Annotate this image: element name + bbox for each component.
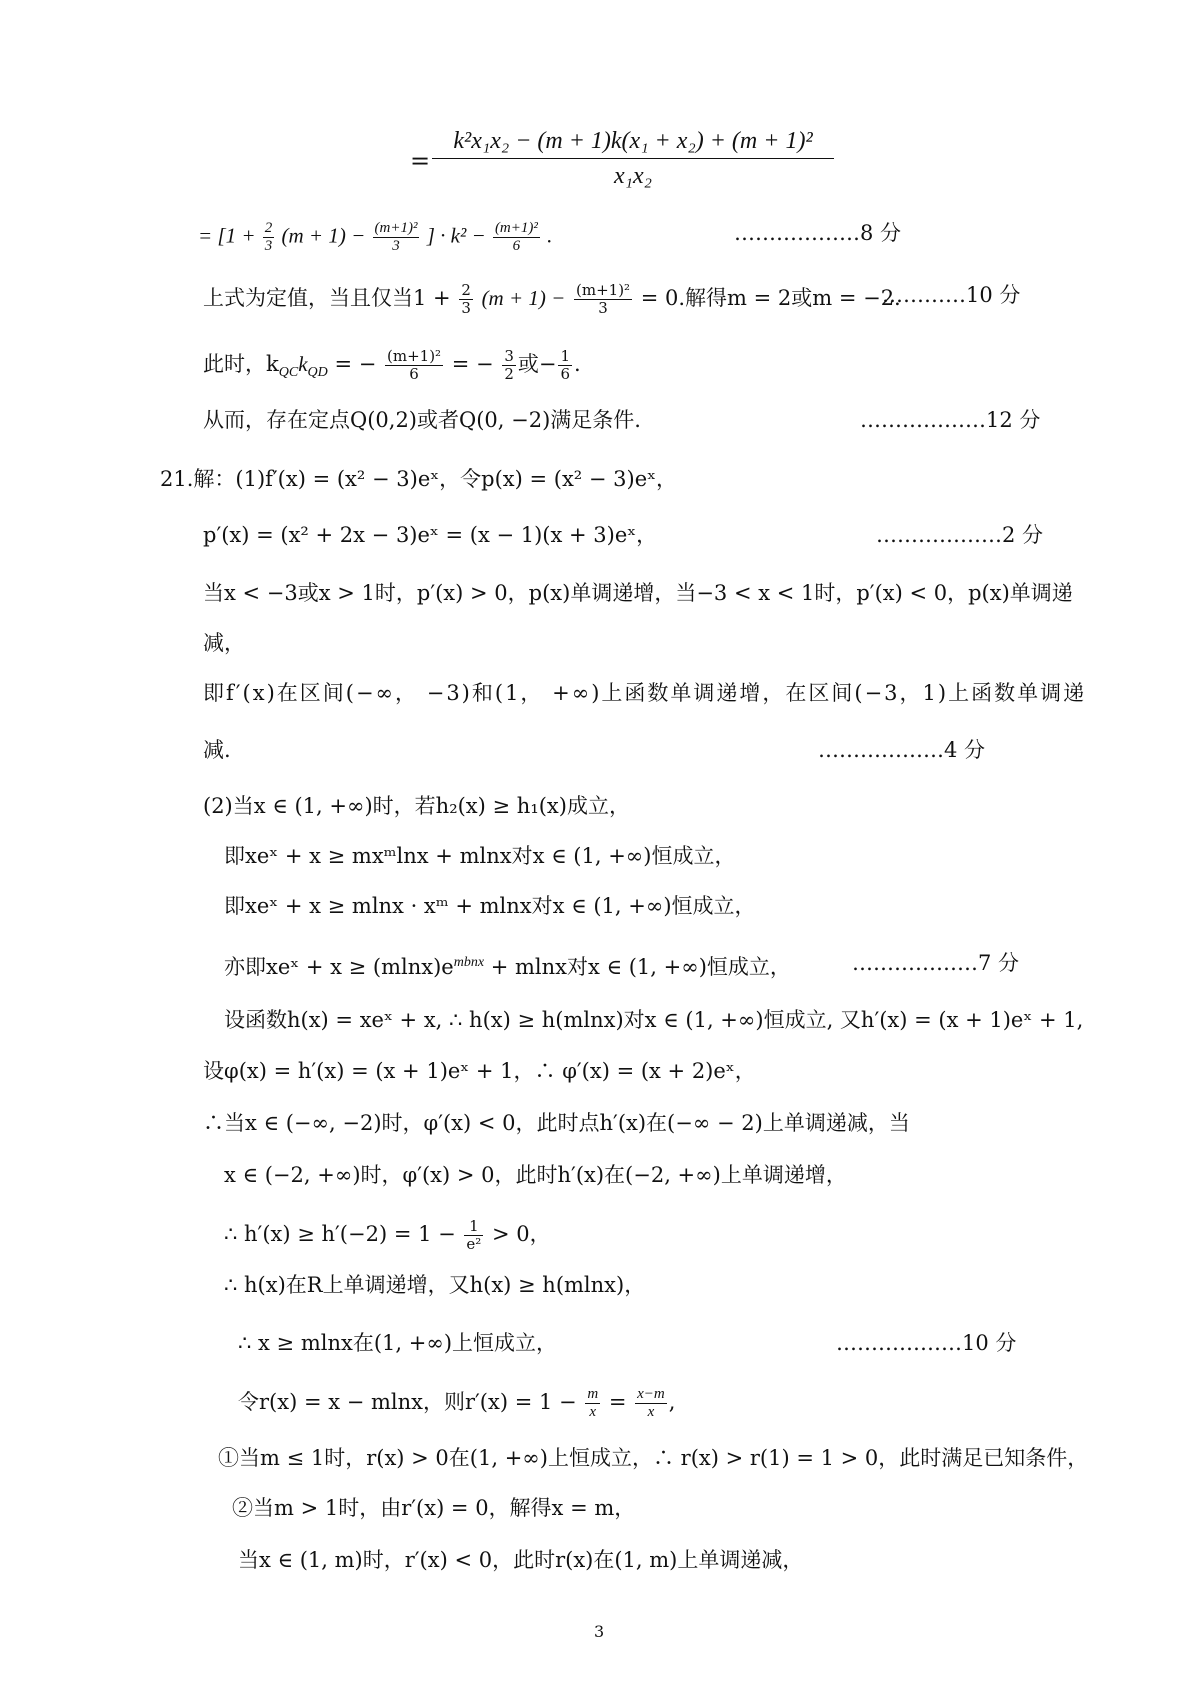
denominator: 3 <box>264 238 273 254</box>
big-fraction-denominator: x₁x₂ <box>432 158 834 193</box>
numerator: m <box>587 1386 599 1402</box>
score-7: ………………7 分 <box>852 951 1020 975</box>
score-10a: …………10 分 <box>882 283 1021 307</box>
denominator: x <box>585 1403 600 1421</box>
denominator: 6 <box>560 365 571 383</box>
denominator: 3 <box>574 299 632 317</box>
numerator: 1 <box>469 1217 479 1235</box>
numerator: x−m <box>637 1386 665 1402</box>
denominator: 6 <box>493 237 540 255</box>
line-24: ①当m ≤ 1时，r(x) > 0在(1, +∞)上恒成立，∴ r(x) > r(1) = 1 > 0，此时满足已知条件， <box>218 1446 1089 1470</box>
numerator: (m+1)² <box>576 281 631 299</box>
line-18: ∴当x ∈ (−∞, −2)时，φ′(x) < 0，此时点h′(x)在(−∞ − 2)上单调递减，当 <box>203 1111 910 1135</box>
fraction <box>373 220 420 255</box>
text: . <box>547 223 553 248</box>
denominator: 6 <box>385 365 443 383</box>
denominator: e² <box>466 1235 482 1253</box>
text: = − <box>334 352 377 376</box>
line-13: 即xeˣ + x ≥ mxᵐlnx + mlnx对x ∈ (1, +∞)恒成立， <box>224 844 736 868</box>
superscript: mbnx <box>453 955 485 970</box>
text: ∴ h′(x) ≥ h′(−2) = 1 − <box>224 1222 456 1246</box>
text: k <box>298 352 308 376</box>
text: (m + 1) − <box>481 286 566 310</box>
line-20 <box>224 1218 551 1253</box>
numerator: (m+1)² <box>387 347 442 365</box>
fraction <box>574 282 632 317</box>
text: . <box>574 352 581 376</box>
page-number: 3 <box>594 1622 605 1641</box>
text: 亦即xeˣ + x ≥ (mlnx)e <box>224 955 454 979</box>
line-10: 即f′(x)在区间(−∞， −3)和(1， +∞)上函数单调递增，在区间(−3，1)上函数单调递 <box>203 681 1087 705</box>
big-fraction <box>432 124 834 193</box>
numerator: 1 <box>560 347 571 365</box>
numerator: 2 <box>461 281 471 299</box>
denominator: 3 <box>373 237 420 255</box>
fraction <box>459 282 473 317</box>
numerator: (m+1)² <box>494 220 538 236</box>
numerator: 2 <box>264 220 273 236</box>
line-4 <box>203 348 581 386</box>
fraction <box>635 1386 667 1421</box>
text: 令r(x) = x − mlnx，则r′(x) = 1 − <box>238 1390 577 1414</box>
fraction <box>558 348 572 383</box>
line-15 <box>224 950 791 980</box>
denominator: 2 <box>504 365 514 383</box>
fraction <box>263 220 275 255</box>
line-19: x ∈ (−2, +∞)时，φ′(x) > 0，此时h′(x)在(−2, +∞)上单调递增， <box>224 1163 847 1187</box>
fraction <box>464 1218 483 1253</box>
fraction <box>585 1386 600 1421</box>
text: ] · k² − <box>426 223 486 248</box>
eq-sign: = <box>410 147 431 175</box>
line-6: 21.解：(1)f′(x) = (x² − 3)eˣ，令p(x) = (x² − 3)eˣ， <box>160 467 678 491</box>
text: 上式为定值，当且仅当1 + <box>203 286 451 310</box>
line-21: ∴ h(x)在R上单调递增，又h(x) ≥ h(mlnx)， <box>224 1273 646 1297</box>
line-2 <box>198 220 552 255</box>
line-8: 当x < −3或x > 1时，p′(x) > 0，p(x)单调递增，当−3 < x < 1时，p′(x) < 0，p(x)单调递 <box>203 581 1073 605</box>
big-fraction-numerator: k²x₁x₂ − (m + 1)k(x₁ + x₂) + (m + 1)² <box>453 128 813 154</box>
fraction <box>493 220 540 255</box>
numerator: (m+1)² <box>374 220 418 236</box>
text: 此时，k <box>203 352 279 376</box>
score-10b: ………………10 分 <box>836 1331 1017 1355</box>
score-12: ………………12 分 <box>860 408 1041 432</box>
line-3 <box>203 282 915 317</box>
line-12: (2)当x ∈ (1, +∞)时，若h₂(x) ≥ h₁(x)成立， <box>203 794 630 818</box>
line-22: ∴ x ≥ mlnx在(1, +∞)上恒成立， <box>238 1331 558 1355</box>
numerator: 3 <box>504 347 514 365</box>
line-9: 减， <box>203 631 245 655</box>
subscript: QD <box>307 365 328 381</box>
text: = 0.解得m = 2或m = −2． <box>640 286 916 310</box>
subscript: QC <box>278 365 299 381</box>
fraction <box>385 348 443 383</box>
denominator: x <box>635 1403 667 1421</box>
fraction <box>502 348 516 383</box>
text: + mlnx对x ∈ (1, +∞)恒成立， <box>484 955 791 979</box>
score-2: ………………2 分 <box>876 523 1044 547</box>
line-16: 设函数h(x) = xeˣ + x, ∴ h(x) ≥ h(mlnx)对x ∈ (1, +∞)恒成立, 又h′(x) = (x + 1)eˣ + 1, <box>224 1008 1084 1032</box>
line-14: 即xeˣ + x ≥ mlnx · xᵐ + mlnx对x ∈ (1, +∞)恒成立， <box>224 894 756 918</box>
text: 或− <box>517 352 557 376</box>
line-23 <box>238 1386 675 1421</box>
text: (m + 1) − <box>281 223 366 248</box>
denominator: 3 <box>461 299 471 317</box>
line-5: 从而，存在定点Q(0,2)或者Q(0, −2)满足条件. <box>203 408 641 432</box>
line-7: p′(x) = (x² + 2x − 3)eˣ = (x − 1)(x + 3)eˣ， <box>203 523 658 547</box>
text: , <box>668 1390 676 1414</box>
score-4: ………………4 分 <box>818 738 986 762</box>
text: > 0， <box>491 1222 551 1246</box>
text: = − <box>451 352 494 376</box>
line-26: 当x ∈ (1, m)时，r′(x) < 0，此时r(x)在(1, m)上单调递减， <box>238 1548 804 1572</box>
text: = <box>608 1390 627 1414</box>
score-8: ………………8 分 <box>734 221 902 245</box>
text: = [1 + <box>198 223 256 248</box>
line-25: ②当m > 1时，由r′(x) = 0，解得x = m， <box>232 1496 636 1520</box>
line-11: 减. <box>203 738 231 762</box>
line-17: 设φ(x) = h′(x) = (x + 1)eˣ + 1，∴ φ′(x) = (x + 2)eˣ， <box>203 1059 756 1083</box>
